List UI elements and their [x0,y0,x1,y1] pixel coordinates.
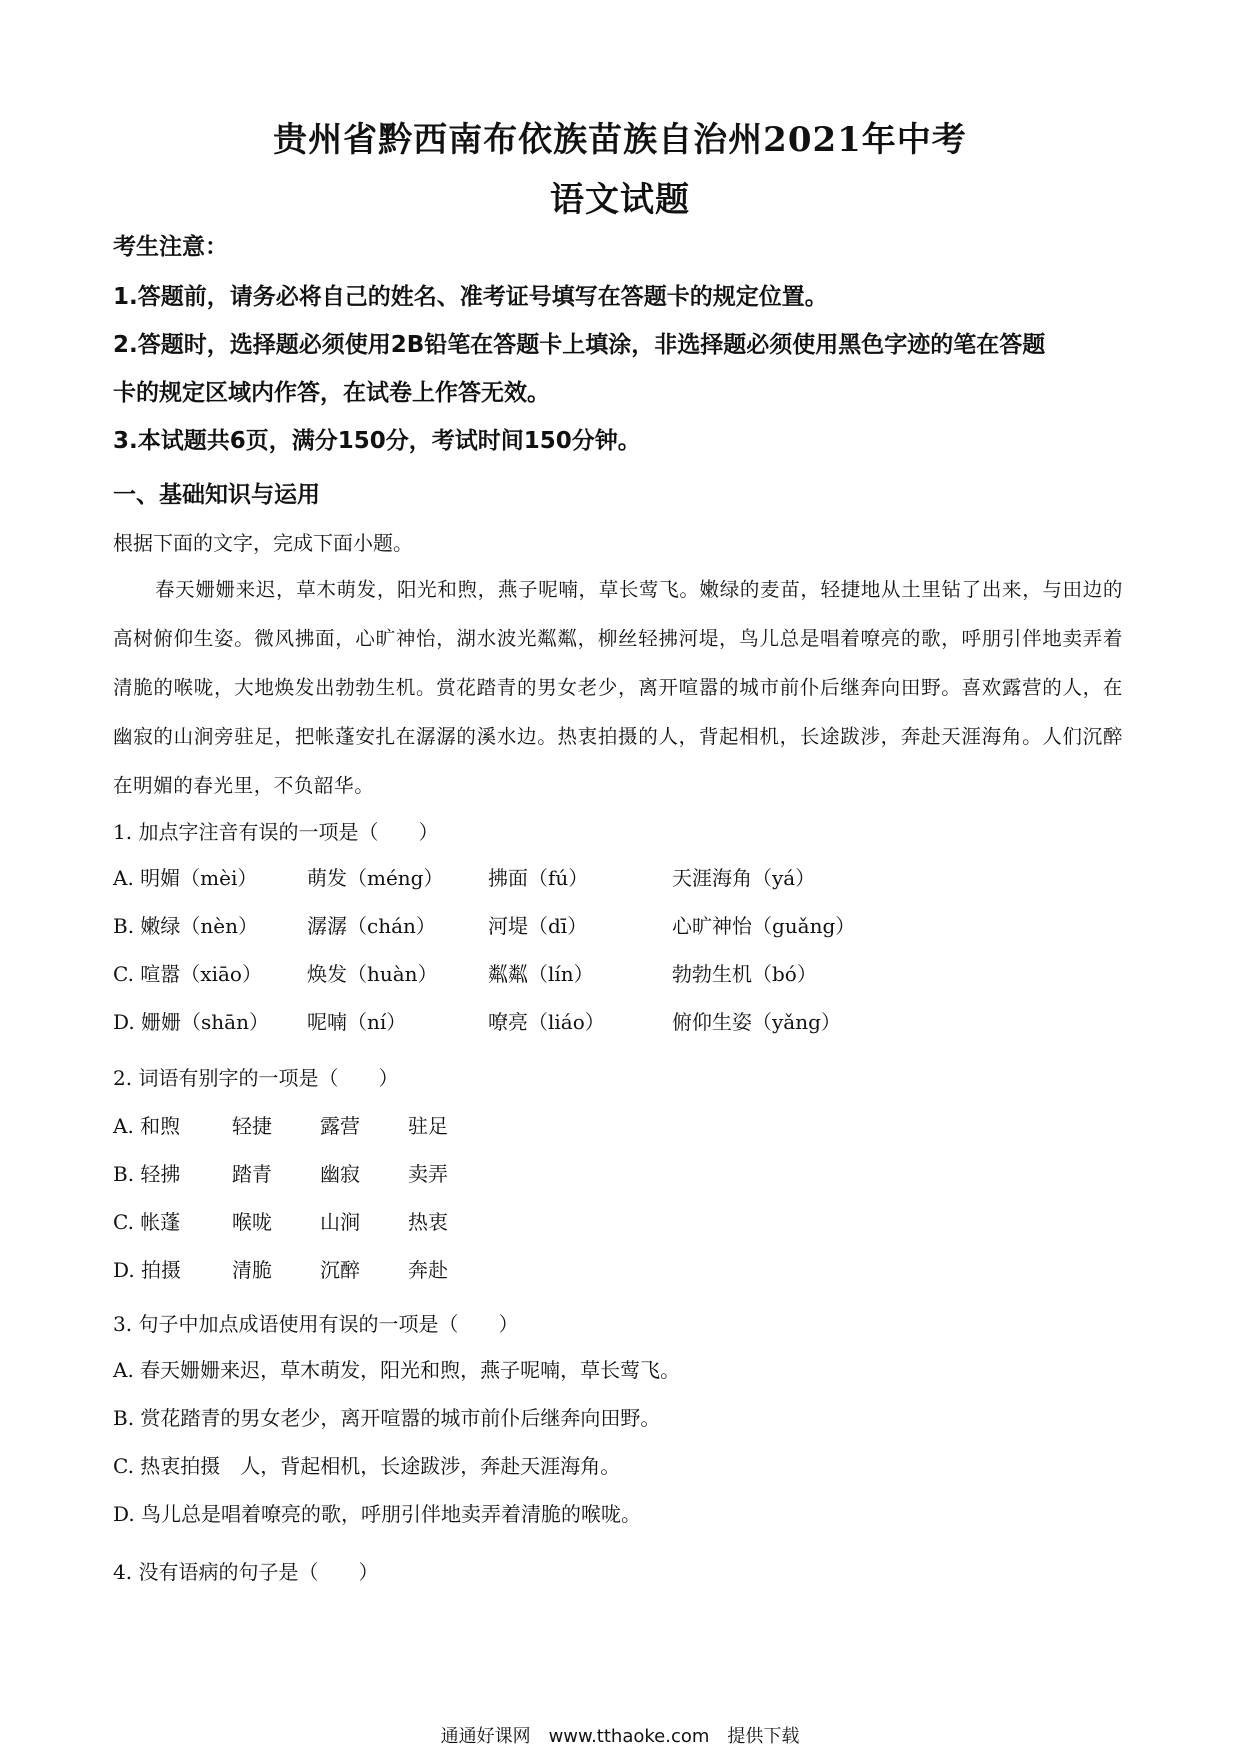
question-4-stem: 4. 没有语病的句子是（ ） [113,1560,379,1584]
q2-option-a-1: A. 和煦 [113,1114,181,1138]
q1-option-c-1: C. 喧嚣（xiāo） [113,962,262,986]
q1-option-a-4: 天涯海角（yá） [672,866,816,890]
instruction-text: 根据下面的文字，完成下面小题。 [113,531,413,555]
q3-option-a: A. 春天姗姗来迟，草木萌发，阳光和煦，燕子呢喃，草长莺飞。 [113,1358,681,1382]
page-subtitle: 语文试题 [550,180,690,220]
q1-option-c-2: 焕发（huàn） [307,962,438,986]
q2-option-d-2: 清脆 [232,1258,272,1282]
q1-option-c-3: 粼粼（lín） [488,962,594,986]
q3-option-c: C. 热衷拍摄 人，背起相机，长途跋涉，奔赴天涯海角。 [113,1454,621,1478]
q2-option-c-4: 热衷 [408,1210,448,1234]
q2-option-c-1: C. 帐蓬 [113,1210,181,1234]
q1-option-d-2: 呢喃（ní） [307,1010,407,1034]
notice-item-2: 2.答题时，选择题必须使用2B铅笔在答题卡上填涂，非选择题必须使用黑色字迹的笔在答题 [113,332,1046,358]
q2-option-c-2: 喉咙 [232,1210,272,1234]
q1-option-a-2: 萌发（méng） [307,866,444,890]
notice-item-3: 3.本试题共6页，满分150分，考试时间150分钟。 [113,428,641,454]
q2-option-a-4: 驻足 [408,1114,448,1138]
section-title: 一、基础知识与运用 [113,482,320,508]
question-1-stem: 1. 加点字注音有误的一项是（ ） [113,820,439,844]
page-footer: 通通好课网 www.tthaoke.com 提供下载 [440,1726,800,1747]
q2-option-d-1: D. 拍摄 [113,1258,182,1282]
q2-option-d-3: 沉醉 [320,1258,360,1282]
notice-heading: 考生注意： [113,234,228,260]
q1-option-b-2: 潺潺（chán） [307,914,436,938]
q1-option-b-4: 心旷神怡（guǎng） [672,914,856,938]
q2-option-b-2: 踏青 [232,1162,272,1186]
q1-option-d-3: 嘹亮（liáo） [488,1010,605,1034]
q3-option-d: D. 鸟儿总是唱着嘹亮的歌，呼朋引伴地卖弄着清脆的喉咙。 [113,1502,642,1526]
notice-item-2-continued: 卡的规定区域内作答，在试卷上作答无效。 [113,380,550,406]
q1-option-b-1: B. 嫩绿（nèn） [113,914,259,938]
question-3-stem: 3. 句子中加点成语使用有误的一项是（ ） [113,1312,519,1336]
question-2-stem: 2. 词语有别字的一项是（ ） [113,1066,399,1090]
q2-option-b-3: 幽寂 [320,1162,360,1186]
q1-option-a-3: 拂面（fú） [488,866,589,890]
q2-option-b-4: 卖弄 [408,1162,448,1186]
q1-option-c-4: 勃勃生机（bó） [672,962,817,986]
q2-option-d-4: 奔赴 [408,1258,448,1282]
q1-option-a-1: A. 明媚（mèi） [113,866,258,890]
q1-option-b-3: 河堤（dī） [488,914,588,938]
q2-option-b-1: B. 轻拂 [113,1162,181,1186]
q2-option-a-3: 露营 [320,1114,360,1138]
q2-option-a-2: 轻捷 [232,1114,272,1138]
notice-item-1: 1.答题前，请务必将自己的姓名、准考证号填写在答题卡的规定位置。 [113,284,828,310]
reading-passage: 春天姗姗来迟，草木萌发，阳光和煦，燕子呢喃，草长莺飞。嫩绿的麦苗，轻捷地从土里钻了出来，与田边的高树俯仰生姿。微风拂面，心旷神怡，湖水波光粼粼，柳丝轻拂河堤，鸟儿总是唱着嘹亮的歌，呼朋引伴地卖弄着清脆的喉咙，大地焕发出勃勃生机。赏花踏青的男女老少，离开喧嚣的城市前仆后继奔向田野。喜欢露营的人，在幽寂的山涧旁驻足，把帐蓬安扎在潺潺的溪水边。热衷拍摄的人，背起相机，长途跋涉，奔赴天涯海角。人们沉醉在明媚的春光里，不负韶华。 [113,578,1123,797]
page-title: 贵州省黔西南布依族苗族自治州2021年中考 [273,120,967,160]
q1-option-d-1: D. 姗姗（shān） [113,1010,269,1034]
q1-option-d-4: 俯仰生姿（yǎng） [672,1010,841,1034]
q3-option-b: B. 赏花踏青的男女老少，离开喧嚣的城市前仆后继奔向田野。 [113,1406,661,1430]
q2-option-c-3: 山涧 [320,1210,360,1234]
